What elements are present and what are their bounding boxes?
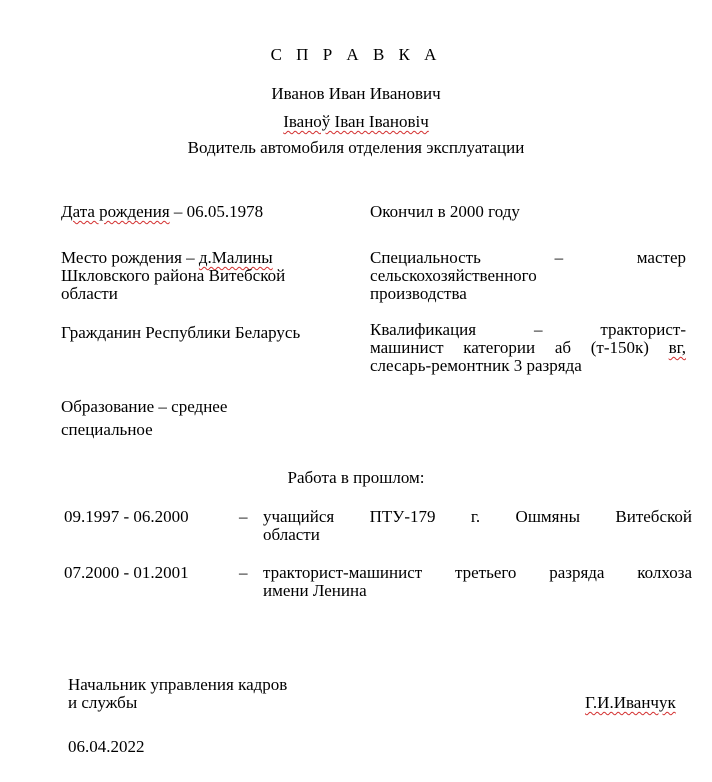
education-line-2: специальное — [61, 420, 153, 439]
work-period: 07.2000 - 01.2001 — [64, 563, 189, 582]
work-description — [263, 564, 692, 600]
education-line-1: Образование – среднее — [61, 397, 228, 416]
document-date: 06.04.2022 — [68, 737, 145, 756]
signatory-title-line-1: Начальник управления кадров — [68, 675, 288, 694]
education — [61, 395, 321, 441]
qualification-line-2 — [370, 339, 686, 357]
work-description-line-1: тракторист-машинист третьего разряда колхоза — [263, 563, 692, 582]
qualification-category: вг, — [668, 338, 686, 357]
birth-date-label: Дата рождения — [61, 202, 170, 221]
birthplace — [61, 249, 336, 303]
birthplace-village: д.Малины — [198, 248, 273, 267]
graduation-year: Окончил в 2000 году — [370, 202, 520, 221]
work-description-line-2: имени Ленина — [263, 581, 367, 600]
qualification-line-2-text: машинист категории аб (т-150к) — [370, 338, 669, 357]
signatory-title — [68, 676, 368, 712]
work-description-line-2: области — [263, 525, 320, 544]
birthplace-line-1 — [61, 249, 336, 267]
qualification-line-3: слесарь-ремонтник 3 разряда — [370, 356, 582, 375]
birthplace-label: Место рождения – — [61, 248, 199, 267]
work-dash: – — [239, 507, 248, 526]
employee-position: Водитель автомобиля отделения эксплуатации — [187, 138, 525, 157]
work-description — [263, 508, 692, 544]
qualification — [370, 321, 686, 375]
work-dash: – — [239, 563, 248, 582]
birth-date-value: – 06.05.1978 — [169, 202, 264, 221]
specialty-line-1: Специальность – мастер — [370, 248, 686, 267]
specialty-line-3: производства — [370, 284, 467, 303]
work-description-line-1: учащийся ПТУ-179 г. Ошмяны Витебской — [263, 507, 692, 526]
specialty-line-2: сельскохозяйственного — [370, 266, 537, 285]
signatory-name — [585, 694, 676, 712]
work-period: 09.1997 - 06.2000 — [64, 507, 189, 526]
signatory-name-text: Г.И.Иванчук — [585, 693, 676, 712]
citizenship: Гражданин Республики Беларусь — [61, 323, 301, 342]
employee-name-by-text: Іваноў Іван Івановіч — [283, 112, 429, 131]
work-history-heading: Работа в прошлом: — [287, 468, 425, 487]
birthplace-line-3: области — [61, 284, 118, 303]
signatory-title-line-2: и службы — [68, 693, 138, 712]
birthplace-line-2: Шкловского района Витебской — [61, 266, 286, 285]
specialty — [370, 249, 686, 303]
employee-name-by — [0, 113, 712, 131]
employee-name-ru: Иванов Иван Иванович — [271, 84, 441, 103]
qualification-line-1: Квалификация – тракторист- — [370, 320, 686, 339]
birth-date — [61, 203, 263, 221]
document-title: С П Р А В К А — [270, 45, 442, 64]
